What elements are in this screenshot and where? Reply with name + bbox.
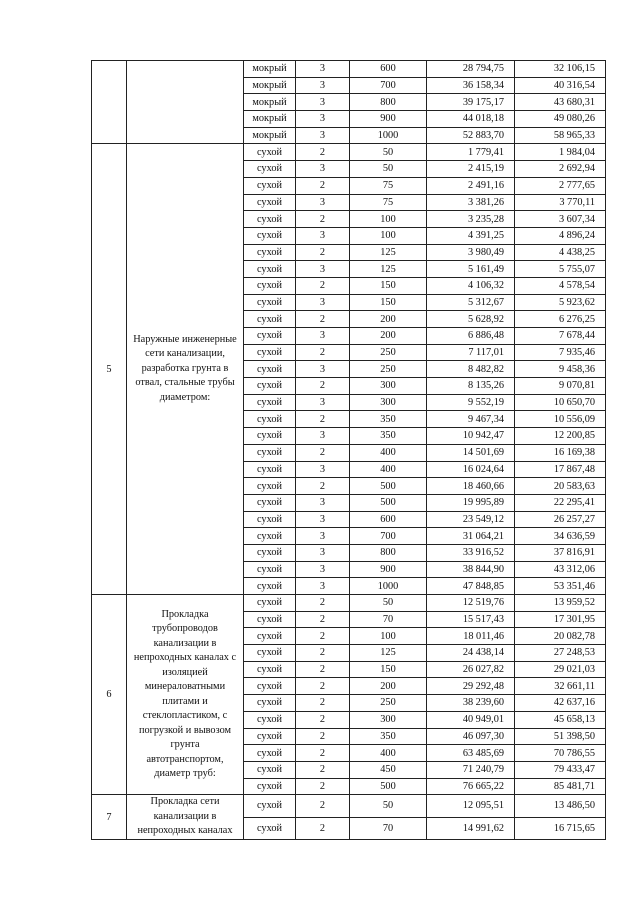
price-with-vat-cell: 10 556,09 — [515, 411, 606, 428]
price-with-vat-cell: 51 398,50 — [515, 728, 606, 745]
price-with-vat-cell: 9 458,36 — [515, 361, 606, 378]
price-cell: 38 844,90 — [427, 561, 515, 578]
price-cell: 18 460,66 — [427, 478, 515, 495]
diameter-cell: 1000 — [350, 578, 427, 595]
diameter-cell: 250 — [350, 344, 427, 361]
soil-type-cell: сухой — [244, 311, 296, 328]
price-cell: 9 467,34 — [427, 411, 515, 428]
soil-type-cell: сухой — [244, 544, 296, 561]
diameter-cell: 350 — [350, 428, 427, 445]
price-with-vat-cell: 4 896,24 — [515, 227, 606, 244]
diameter-cell: 350 — [350, 728, 427, 745]
soil-type-cell: сухой — [244, 611, 296, 628]
soil-type-cell: сухой — [244, 728, 296, 745]
diameter-cell: 150 — [350, 277, 427, 294]
price-with-vat-cell: 13 959,52 — [515, 595, 606, 612]
price-cell: 8 135,26 — [427, 378, 515, 395]
price-with-vat-cell: 4 438,25 — [515, 244, 606, 261]
category-cell: 3 — [296, 261, 350, 278]
diameter-cell: 50 — [350, 595, 427, 612]
price-cell: 5 312,67 — [427, 294, 515, 311]
category-cell: 2 — [296, 661, 350, 678]
price-with-vat-cell: 7 678,44 — [515, 328, 606, 345]
soil-type-cell: сухой — [244, 261, 296, 278]
category-cell: 2 — [296, 411, 350, 428]
diameter-cell: 125 — [350, 244, 427, 261]
price-cell: 5 161,49 — [427, 261, 515, 278]
price-cell: 7 117,01 — [427, 344, 515, 361]
category-cell: 2 — [296, 611, 350, 628]
price-cell: 12 095,51 — [427, 795, 515, 817]
price-with-vat-cell: 42 637,16 — [515, 695, 606, 712]
soil-type-cell: сухой — [244, 578, 296, 595]
soil-type-cell: сухой — [244, 428, 296, 445]
price-with-vat-cell: 43 680,31 — [515, 94, 606, 111]
price-with-vat-cell: 32 661,11 — [515, 678, 606, 695]
price-with-vat-cell: 45 658,13 — [515, 711, 606, 728]
diameter-cell: 300 — [350, 378, 427, 395]
diameter-cell: 400 — [350, 461, 427, 478]
price-with-vat-cell: 3 607,34 — [515, 211, 606, 228]
diameter-cell: 400 — [350, 745, 427, 762]
diameter-cell: 200 — [350, 328, 427, 345]
price-with-vat-cell: 29 021,03 — [515, 661, 606, 678]
category-cell: 3 — [296, 61, 350, 78]
price-cell: 2 415,19 — [427, 161, 515, 178]
table-row — [92, 595, 606, 612]
diameter-cell: 700 — [350, 77, 427, 94]
soil-type-cell: сухой — [244, 761, 296, 778]
soil-type-cell: сухой — [244, 378, 296, 395]
soil-type-cell: сухой — [244, 561, 296, 578]
soil-type-cell: мокрый — [244, 111, 296, 128]
price-cell: 52 883,70 — [427, 127, 515, 144]
price-cell: 16 024,64 — [427, 461, 515, 478]
diameter-cell: 150 — [350, 294, 427, 311]
diameter-cell: 125 — [350, 645, 427, 662]
soil-type-cell: сухой — [244, 817, 296, 839]
diameter-cell: 900 — [350, 561, 427, 578]
price-cell: 23 549,12 — [427, 511, 515, 528]
category-cell: 3 — [296, 544, 350, 561]
price-with-vat-cell: 9 070,81 — [515, 378, 606, 395]
category-cell: 2 — [296, 728, 350, 745]
price-with-vat-cell: 20 583,63 — [515, 478, 606, 495]
price-cell: 4 106,32 — [427, 277, 515, 294]
diameter-cell: 200 — [350, 311, 427, 328]
price-cell: 31 064,21 — [427, 528, 515, 545]
price-with-vat-cell: 7 935,46 — [515, 344, 606, 361]
section-number-cell: 6 — [92, 595, 127, 795]
table-body — [92, 61, 606, 840]
soil-type-cell: сухой — [244, 778, 296, 795]
price-with-vat-cell: 53 351,46 — [515, 578, 606, 595]
diameter-cell: 70 — [350, 611, 427, 628]
category-cell: 3 — [296, 561, 350, 578]
category-cell: 2 — [296, 144, 350, 161]
price-with-vat-cell: 13 486,50 — [515, 795, 606, 817]
diameter-cell: 800 — [350, 94, 427, 111]
category-cell: 2 — [296, 211, 350, 228]
category-cell: 3 — [296, 461, 350, 478]
price-with-vat-cell: 4 578,54 — [515, 277, 606, 294]
price-cell: 38 239,60 — [427, 695, 515, 712]
price-with-vat-cell: 17 867,48 — [515, 461, 606, 478]
table-row — [92, 144, 606, 161]
price-with-vat-cell: 27 248,53 — [515, 645, 606, 662]
diameter-cell: 250 — [350, 361, 427, 378]
price-with-vat-cell: 79 433,47 — [515, 761, 606, 778]
category-cell: 3 — [296, 394, 350, 411]
price-with-vat-cell: 58 965,33 — [515, 127, 606, 144]
soil-type-cell: сухой — [244, 478, 296, 495]
soil-type-cell: сухой — [244, 661, 296, 678]
soil-type-cell: сухой — [244, 528, 296, 545]
category-cell: 3 — [296, 111, 350, 128]
price-with-vat-cell: 6 276,25 — [515, 311, 606, 328]
price-with-vat-cell: 43 312,06 — [515, 561, 606, 578]
price-with-vat-cell: 34 636,59 — [515, 528, 606, 545]
diameter-cell: 70 — [350, 817, 427, 839]
diameter-cell: 600 — [350, 511, 427, 528]
diameter-cell: 50 — [350, 144, 427, 161]
section-description-cell: Прокладка трубопроводов канализации в непроходных каналах с изоляцией минераловатными плитами и стеклопластиком, с погрузкой и вывозом грунта автотранспортом, диаметр труб: — [127, 595, 244, 795]
price-cell: 47 848,85 — [427, 578, 515, 595]
category-cell: 2 — [296, 311, 350, 328]
soil-type-cell: сухой — [244, 227, 296, 244]
diameter-cell: 100 — [350, 628, 427, 645]
category-cell: 3 — [296, 528, 350, 545]
soil-type-cell: сухой — [244, 177, 296, 194]
price-cell: 76 665,22 — [427, 778, 515, 795]
price-cell: 8 482,82 — [427, 361, 515, 378]
category-cell: 2 — [296, 177, 350, 194]
price-cell: 3 980,49 — [427, 244, 515, 261]
price-cell: 46 097,30 — [427, 728, 515, 745]
category-cell: 2 — [296, 645, 350, 662]
category-cell: 2 — [296, 277, 350, 294]
diameter-cell: 350 — [350, 411, 427, 428]
diameter-cell: 75 — [350, 194, 427, 211]
price-cell: 18 011,46 — [427, 628, 515, 645]
category-cell: 2 — [296, 628, 350, 645]
price-cell: 6 886,48 — [427, 328, 515, 345]
section-description-cell: Наружные инженерные сети канализации, разработка грунта в отвал, стальные трубы диаметром: — [127, 144, 244, 595]
soil-type-cell: мокрый — [244, 61, 296, 78]
diameter-cell: 900 — [350, 111, 427, 128]
price-with-vat-cell: 85 481,71 — [515, 778, 606, 795]
price-with-vat-cell: 10 650,70 — [515, 394, 606, 411]
soil-type-cell: сухой — [244, 411, 296, 428]
soil-type-cell: сухой — [244, 361, 296, 378]
section-number-cell: 5 — [92, 144, 127, 595]
diameter-cell: 1000 — [350, 127, 427, 144]
price-with-vat-cell: 70 786,55 — [515, 745, 606, 762]
soil-type-cell: сухой — [244, 161, 296, 178]
soil-type-cell: сухой — [244, 344, 296, 361]
soil-type-cell: сухой — [244, 695, 296, 712]
diameter-cell: 125 — [350, 261, 427, 278]
soil-type-cell: сухой — [244, 645, 296, 662]
category-cell: 3 — [296, 494, 350, 511]
category-cell: 2 — [296, 344, 350, 361]
price-with-vat-cell: 20 082,78 — [515, 628, 606, 645]
price-cell: 15 517,43 — [427, 611, 515, 628]
price-cell: 29 292,48 — [427, 678, 515, 695]
soil-type-cell: сухой — [244, 595, 296, 612]
price-cell: 5 628,92 — [427, 311, 515, 328]
soil-type-cell: мокрый — [244, 94, 296, 111]
price-with-vat-cell: 2 777,65 — [515, 177, 606, 194]
price-cell: 3 235,28 — [427, 211, 515, 228]
price-with-vat-cell: 40 316,54 — [515, 77, 606, 94]
price-cell: 14 501,69 — [427, 444, 515, 461]
soil-type-cell: сухой — [244, 444, 296, 461]
price-with-vat-cell: 22 295,41 — [515, 494, 606, 511]
diameter-cell: 250 — [350, 695, 427, 712]
price-with-vat-cell: 1 984,04 — [515, 144, 606, 161]
soil-type-cell: сухой — [244, 628, 296, 645]
price-cell: 12 519,76 — [427, 595, 515, 612]
category-cell: 2 — [296, 761, 350, 778]
soil-type-cell: сухой — [244, 144, 296, 161]
price-cell: 36 158,34 — [427, 77, 515, 94]
price-with-vat-cell: 3 770,11 — [515, 194, 606, 211]
category-cell: 3 — [296, 94, 350, 111]
diameter-cell: 50 — [350, 795, 427, 817]
price-cell: 4 391,25 — [427, 227, 515, 244]
price-with-vat-cell: 26 257,27 — [515, 511, 606, 528]
soil-type-cell: сухой — [244, 244, 296, 261]
diameter-cell: 500 — [350, 778, 427, 795]
price-with-vat-cell: 12 200,85 — [515, 428, 606, 445]
diameter-cell: 200 — [350, 678, 427, 695]
category-cell: 2 — [296, 478, 350, 495]
category-cell: 3 — [296, 161, 350, 178]
price-with-vat-cell: 17 301,95 — [515, 611, 606, 628]
price-with-vat-cell: 5 755,07 — [515, 261, 606, 278]
diameter-cell: 300 — [350, 394, 427, 411]
price-cell: 24 438,14 — [427, 645, 515, 662]
category-cell: 2 — [296, 745, 350, 762]
category-cell: 3 — [296, 127, 350, 144]
price-cell: 14 991,62 — [427, 817, 515, 839]
price-cell: 19 995,89 — [427, 494, 515, 511]
soil-type-cell: сухой — [244, 194, 296, 211]
category-cell: 3 — [296, 511, 350, 528]
category-cell: 2 — [296, 695, 350, 712]
price-with-vat-cell: 16 715,65 — [515, 817, 606, 839]
soil-type-cell: сухой — [244, 795, 296, 817]
diameter-cell: 700 — [350, 528, 427, 545]
price-with-vat-cell: 2 692,94 — [515, 161, 606, 178]
diameter-cell: 400 — [350, 444, 427, 461]
category-cell: 2 — [296, 444, 350, 461]
category-cell: 3 — [296, 294, 350, 311]
section-description-cell — [127, 61, 244, 144]
diameter-cell: 500 — [350, 478, 427, 495]
soil-type-cell: сухой — [244, 394, 296, 411]
diameter-cell: 75 — [350, 177, 427, 194]
category-cell: 3 — [296, 578, 350, 595]
diameter-cell: 800 — [350, 544, 427, 561]
price-cell: 9 552,19 — [427, 394, 515, 411]
price-table — [91, 60, 606, 840]
price-cell: 63 485,69 — [427, 745, 515, 762]
diameter-cell: 100 — [350, 227, 427, 244]
diameter-cell: 150 — [350, 661, 427, 678]
price-with-vat-cell: 16 169,38 — [515, 444, 606, 461]
price-with-vat-cell: 49 080,26 — [515, 111, 606, 128]
category-cell: 2 — [296, 378, 350, 395]
soil-type-cell: сухой — [244, 294, 296, 311]
category-cell: 3 — [296, 361, 350, 378]
soil-type-cell: сухой — [244, 277, 296, 294]
price-with-vat-cell: 37 816,91 — [515, 544, 606, 561]
soil-type-cell: сухой — [244, 711, 296, 728]
category-cell: 3 — [296, 227, 350, 244]
soil-type-cell: мокрый — [244, 127, 296, 144]
category-cell: 3 — [296, 328, 350, 345]
diameter-cell: 600 — [350, 61, 427, 78]
soil-type-cell: сухой — [244, 745, 296, 762]
category-cell: 3 — [296, 428, 350, 445]
category-cell: 2 — [296, 817, 350, 839]
table-row — [92, 795, 606, 817]
price-cell: 10 942,47 — [427, 428, 515, 445]
soil-type-cell: сухой — [244, 494, 296, 511]
price-cell: 26 027,82 — [427, 661, 515, 678]
price-with-vat-cell: 5 923,62 — [515, 294, 606, 311]
table-row — [92, 61, 606, 78]
diameter-cell: 300 — [350, 711, 427, 728]
price-cell: 44 018,18 — [427, 111, 515, 128]
section-number-cell: 7 — [92, 795, 127, 840]
price-cell: 1 779,41 — [427, 144, 515, 161]
price-cell: 3 381,26 — [427, 194, 515, 211]
soil-type-cell: сухой — [244, 678, 296, 695]
price-cell: 40 949,01 — [427, 711, 515, 728]
soil-type-cell: сухой — [244, 328, 296, 345]
section-description-cell: Прокладка сети канализации в непроходных каналах — [127, 795, 244, 840]
category-cell: 2 — [296, 711, 350, 728]
price-cell: 2 491,16 — [427, 177, 515, 194]
price-cell: 28 794,75 — [427, 61, 515, 78]
soil-type-cell: сухой — [244, 461, 296, 478]
section-number-cell — [92, 61, 127, 144]
category-cell: 2 — [296, 244, 350, 261]
price-cell: 71 240,79 — [427, 761, 515, 778]
diameter-cell: 500 — [350, 494, 427, 511]
soil-type-cell: сухой — [244, 511, 296, 528]
price-with-vat-cell: 32 106,15 — [515, 61, 606, 78]
diameter-cell: 50 — [350, 161, 427, 178]
category-cell: 3 — [296, 77, 350, 94]
price-cell: 39 175,17 — [427, 94, 515, 111]
category-cell: 3 — [296, 194, 350, 211]
soil-type-cell: сухой — [244, 211, 296, 228]
diameter-cell: 100 — [350, 211, 427, 228]
diameter-cell: 450 — [350, 761, 427, 778]
category-cell: 2 — [296, 678, 350, 695]
price-cell: 33 916,52 — [427, 544, 515, 561]
category-cell: 2 — [296, 595, 350, 612]
soil-type-cell: мокрый — [244, 77, 296, 94]
category-cell: 2 — [296, 795, 350, 817]
category-cell: 2 — [296, 778, 350, 795]
